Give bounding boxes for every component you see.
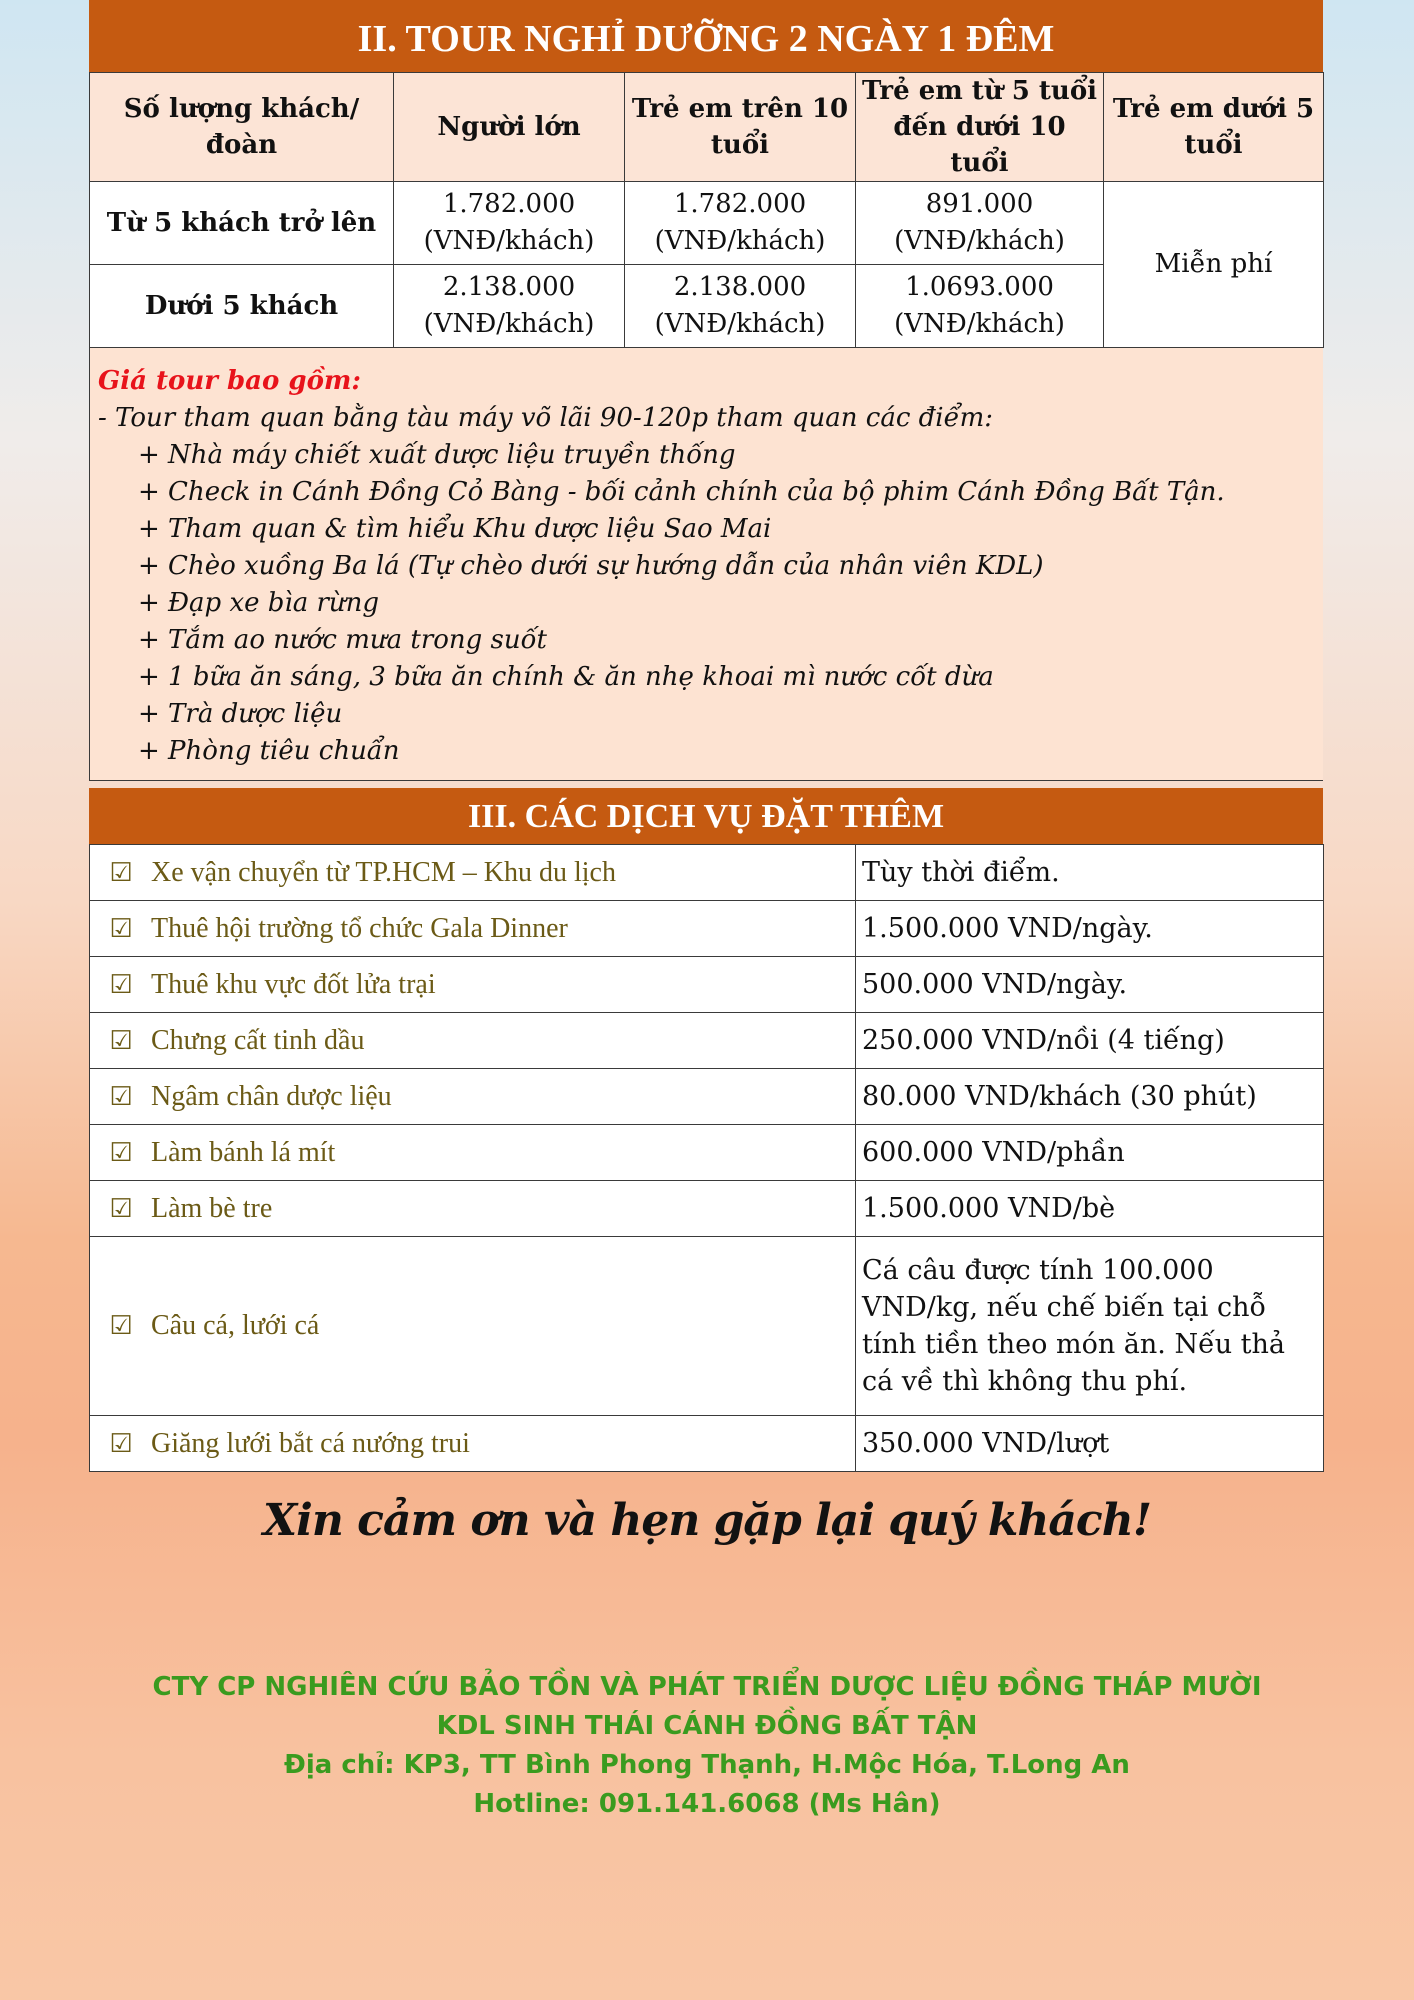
- checkbox-checked-icon: ☑: [109, 969, 133, 1000]
- price-value: 891.000: [925, 189, 1034, 219]
- checkbox-checked-icon: ☑: [109, 913, 133, 944]
- checkbox-checked-icon: ☑: [109, 1428, 133, 1459]
- price-unit: (VNĐ/khách): [654, 226, 826, 256]
- col-header-child-under-5: Trẻ em dưới 5 tuổi: [1104, 73, 1324, 182]
- price-cell: [625, 182, 856, 265]
- service-name: Thuê khu vực đốt lửa trại: [151, 968, 436, 1000]
- price-cell: [856, 265, 1104, 348]
- includes-title: Giá tour bao gồm:: [98, 366, 362, 396]
- free-cell: Miễn phí: [1104, 182, 1324, 348]
- tour-section: [89, 0, 1323, 781]
- checkbox-checked-icon: ☑: [109, 1081, 133, 1112]
- service-name: Câu cá, lưới cá: [151, 1310, 320, 1341]
- service-name: Làm bè tre: [151, 1192, 273, 1224]
- service-price: 80.000 VND/khách (30 phút): [856, 1069, 1324, 1125]
- list-item: + Check in Cánh Đồng Cỏ Bàng - bối cảnh chính của bộ phim Cánh Đồng Bất Tận.: [138, 477, 1225, 507]
- checkbox-checked-icon: ☑: [109, 1137, 133, 1168]
- checkbox-checked-icon: ☑: [109, 1193, 133, 1224]
- checkbox-checked-icon: ☑: [109, 857, 133, 888]
- service-name: Giăng lưới bắt cá nướng trui: [151, 1427, 470, 1459]
- price-value: 1.0693.000: [905, 272, 1054, 302]
- list-item: + 1 bữa ăn sáng, 3 bữa ăn chính & ăn nhẹ khoai mì nước cốt dừa: [138, 662, 994, 692]
- checkbox-checked-icon: ☑: [109, 1025, 133, 1056]
- row-label: Dưới 5 khách: [90, 265, 394, 348]
- row-label: Từ 5 khách trở lên: [90, 182, 394, 265]
- site-name: KDL SINH THÁI CÁNH ĐỒNG BẤT TẬN: [436, 1711, 978, 1741]
- price-value: 1.782.000: [673, 189, 807, 219]
- list-item: + Đạp xe bìa rừng: [138, 588, 380, 618]
- col-header-group-size: Số lượng khách/đoàn: [90, 73, 394, 182]
- table-row: [90, 845, 1324, 901]
- table-row: [90, 1013, 1324, 1069]
- tour-title: II. TOUR NGHỈ DƯỠNG 2 NGÀY 1 ĐÊM: [89, 0, 1323, 72]
- price-cell: [394, 265, 625, 348]
- price-unit: (VNĐ/khách): [423, 309, 595, 339]
- service-price: 600.000 VND/phần: [856, 1125, 1324, 1181]
- table-row: [90, 1181, 1324, 1237]
- price-unit: (VNĐ/khách): [423, 226, 595, 256]
- table-row: [90, 1069, 1324, 1125]
- price-value: 2.138.000: [673, 272, 807, 302]
- service-price: 350.000 VND/lượt: [856, 1416, 1324, 1472]
- service-name: Thuê hội trường tổ chức Gala Dinner: [151, 912, 568, 944]
- service-price: Tùy thời điểm.: [856, 845, 1324, 901]
- tour-price-table: [89, 72, 1324, 348]
- service-name: Làm bánh lá mít: [151, 1136, 336, 1168]
- col-header-child-over-10: Trẻ em trên 10 tuổi: [625, 73, 856, 182]
- service-price: 1.500.000 VND/ngày.: [856, 901, 1324, 957]
- price-unit: (VNĐ/khách): [894, 309, 1065, 339]
- price-cell: [856, 182, 1104, 265]
- list-item: + Chèo xuồng Ba lá (Tự chèo dưới sự hướng dẫn của nhân viên KDL): [138, 551, 1044, 581]
- checkbox-checked-icon: ☑: [109, 1311, 133, 1341]
- table-row: [90, 901, 1324, 957]
- col-header-child-5-to-10: Trẻ em từ 5 tuổi đến dưới 10 tuổi: [856, 73, 1104, 182]
- thank-you-message: Xin cảm ơn và hẹn gặp lại quý khách!: [262, 1495, 1152, 1546]
- company-name: CTY CP NGHIÊN CỨU BẢO TỒN VÀ PHÁT TRIỂN DƯỢC LIỆU ĐỒNG THÁP MƯỜI: [152, 1672, 1262, 1702]
- table-row: [90, 1237, 1324, 1416]
- service-name: Chưng cất tinh dầu: [151, 1024, 365, 1056]
- list-item: + Nhà máy chiết xuất dược liệu truyền thống: [138, 440, 736, 470]
- price-cell: [625, 265, 856, 348]
- service-price: 500.000 VND/ngày.: [856, 957, 1324, 1013]
- service-price: Cá câu được tính 100.000 VND/kg, nếu chế biến tại chỗ tính tiền theo món ăn. Nếu thả cá về thì không thu phí.: [856, 1237, 1324, 1416]
- services-title: III. CÁC DỊCH VỤ ĐẶT THÊM: [89, 788, 1323, 844]
- service-price: 1.500.000 VND/bè: [856, 1181, 1324, 1237]
- price-value: 1.782.000: [442, 189, 576, 219]
- includes-intro: - Tour tham quan bằng tàu máy võ lãi 90-120p tham quan các điểm:: [98, 403, 994, 433]
- table-row: [90, 1416, 1324, 1472]
- service-name: Ngâm chân dược liệu: [151, 1080, 392, 1112]
- price-unit: (VNĐ/khách): [654, 309, 826, 339]
- list-item: + Phòng tiêu chuẩn: [138, 736, 400, 766]
- price-cell: [394, 182, 625, 265]
- table-row: [90, 957, 1324, 1013]
- company-hotline: Hotline: 091.141.6068 (Ms Hân): [473, 1789, 941, 1819]
- service-price: 250.000 VND/nồi (4 tiếng): [856, 1013, 1324, 1069]
- table-row: [90, 1125, 1324, 1181]
- price-value: 2.138.000: [442, 272, 576, 302]
- tour-includes: [89, 348, 1323, 781]
- col-header-adult: Người lớn: [394, 73, 625, 182]
- company-info: [0, 1668, 1414, 1824]
- price-unit: (VNĐ/khách): [894, 226, 1065, 256]
- service-name: Xe vận chuyển từ TP.HCM – Khu du lịch: [151, 856, 616, 888]
- list-item: + Trà dược liệu: [138, 699, 343, 729]
- table-row: [90, 182, 1324, 265]
- list-item: + Tham quan & tìm hiểu Khu dược liệu Sao Mai: [138, 514, 772, 544]
- services-section: [89, 788, 1323, 1472]
- services-table: [89, 844, 1324, 1472]
- list-item: + Tắm ao nước mưa trong suốt: [138, 625, 547, 655]
- company-address: Địa chỉ: KP3, TT Bình Phong Thạnh, H.Mộc Hóa, T.Long An: [284, 1750, 1130, 1780]
